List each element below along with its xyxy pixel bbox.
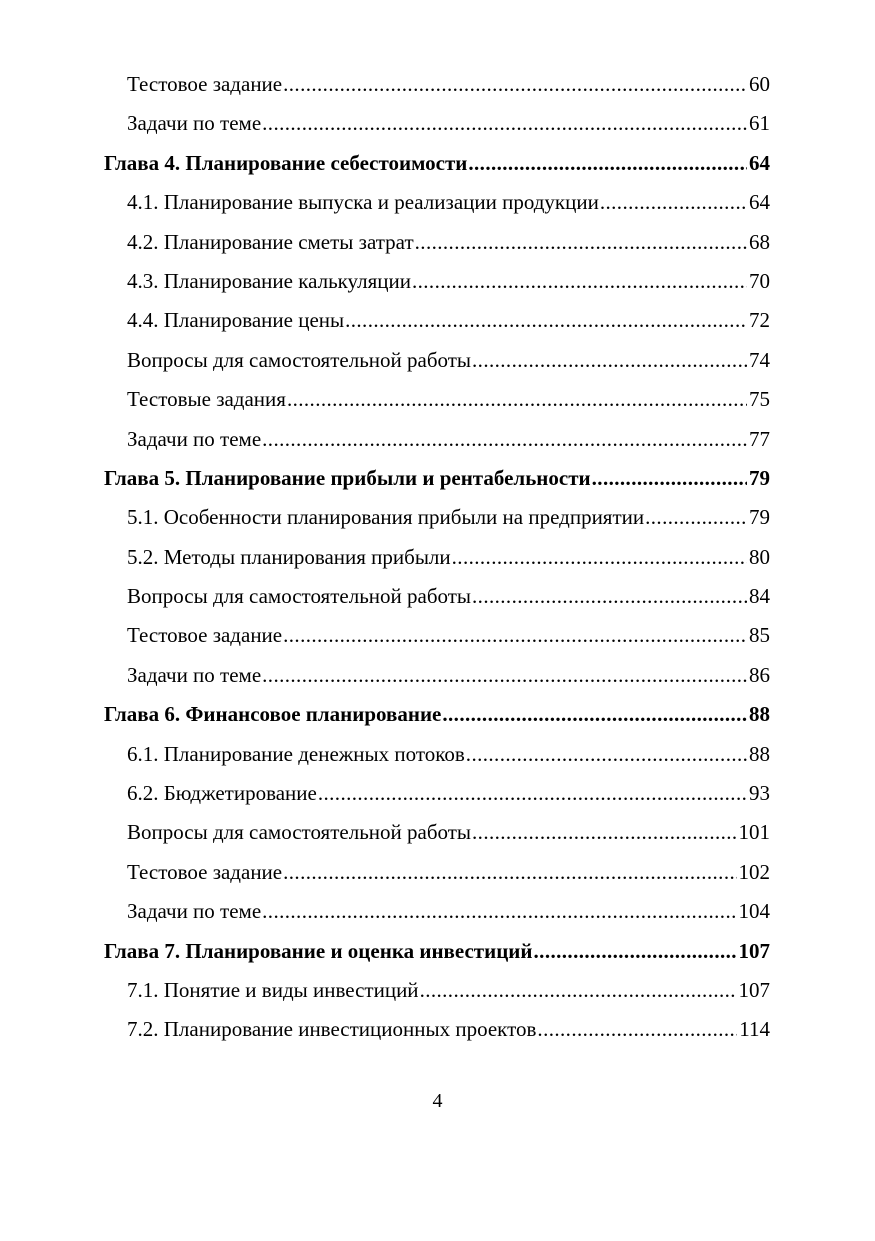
toc-dot-leader <box>420 971 737 1010</box>
toc-entry <box>104 341 770 380</box>
toc-dot-leader <box>472 813 736 852</box>
toc-entry-page: 72 <box>749 308 770 333</box>
toc-entry <box>104 65 770 104</box>
toc-entry <box>104 774 770 813</box>
toc-dot-leader <box>537 1010 737 1049</box>
toc-chapter-title: Глава 7. Планирование и оценка инвестиций <box>104 938 533 963</box>
toc-entry <box>104 616 770 655</box>
toc-entry-page: 104 <box>738 899 770 924</box>
toc-entry <box>104 971 770 1010</box>
toc-entry-page: 85 <box>749 623 770 648</box>
page-number: 4 <box>432 1090 443 1112</box>
toc-dot-leader <box>442 695 747 734</box>
toc-dot-leader <box>466 735 747 774</box>
toc-entry-title: Вопросы для самостоятельной работы <box>127 347 472 372</box>
toc-entry-title: Вопросы для самостоятельной работы <box>127 584 472 609</box>
toc-entry-title: Задачи по теме <box>127 426 262 451</box>
toc-dot-leader <box>283 853 736 892</box>
toc-entry-title: 4.2. Планирование сметы затрат <box>127 229 414 254</box>
toc-chapter-page: 64 <box>749 150 770 175</box>
toc-chapter-title: Глава 6. Финансовое планирование <box>104 702 442 727</box>
toc-entry-page: 101 <box>738 820 770 845</box>
toc-entry-page: 107 <box>738 977 770 1002</box>
toc-entry <box>104 223 770 262</box>
toc-dot-leader <box>262 420 747 459</box>
toc-dot-leader <box>318 774 747 813</box>
toc-entry-page: 88 <box>749 741 770 766</box>
toc-dot-leader <box>262 104 747 143</box>
toc-entry <box>104 262 770 301</box>
toc-dot-leader <box>412 262 747 301</box>
toc-entry <box>104 577 770 616</box>
toc-chapter-page: 79 <box>749 465 770 490</box>
toc-entry-title: 5.2. Методы планирования прибыли <box>127 544 451 569</box>
toc-chapter-title: Глава 4. Планирование себестоимости <box>104 150 468 175</box>
toc-entry-title: Тестовые задания <box>127 387 286 412</box>
toc-dot-leader <box>472 577 747 616</box>
toc-entry-page: 84 <box>749 584 770 609</box>
toc-entry <box>104 498 770 537</box>
toc-entry-title: 7.2. Планирование инвестиционных проектов <box>127 1017 537 1042</box>
toc-dot-leader <box>592 459 747 498</box>
toc-entry-title: Тестовое задание <box>127 623 283 648</box>
toc-chapter-entry <box>104 144 770 183</box>
toc-entry <box>104 104 770 143</box>
toc-chapter-entry <box>104 932 770 971</box>
toc-dot-leader <box>452 538 747 577</box>
toc-entry-page: 74 <box>749 347 770 372</box>
toc-entry-title: 4.3. Планирование калькуляции <box>127 268 411 293</box>
toc-entry <box>104 853 770 892</box>
table-of-contents <box>104 65 770 1050</box>
toc-entry <box>104 420 770 459</box>
toc-entry-title: Задачи по теме <box>127 899 262 924</box>
toc-chapter-entry <box>104 695 770 734</box>
toc-entry-page: 64 <box>749 190 770 215</box>
toc-entry-page: 86 <box>749 662 770 687</box>
toc-dot-leader <box>600 183 747 222</box>
toc-entry-title: 6.2. Бюджетирование <box>127 781 317 806</box>
toc-entry-title: Тестовое задание <box>127 72 283 96</box>
toc-entry-page: 77 <box>749 426 770 451</box>
toc-entry-title: Вопросы для самостоятельной работы <box>127 820 472 845</box>
toc-entry-page: 60 <box>749 72 770 96</box>
toc-entry <box>104 892 770 931</box>
toc-dot-leader <box>468 144 747 183</box>
toc-dot-leader <box>262 892 736 931</box>
toc-entry-title: 4.1. Планирование выпуска и реализации продукции <box>127 190 599 215</box>
toc-entry-title: 7.1. Понятие и виды инвестиций <box>127 977 419 1002</box>
toc-dot-leader <box>283 65 747 104</box>
toc-entry <box>104 183 770 222</box>
toc-entry <box>104 813 770 852</box>
toc-entry-title: Тестовое задание <box>127 859 283 884</box>
toc-entry-page: 68 <box>749 229 770 254</box>
toc-entry-title: 6.1. Планирование денежных потоков <box>127 741 465 766</box>
toc-chapter-title: Глава 5. Планирование прибыли и рентабельности <box>104 465 591 490</box>
toc-entry <box>104 380 770 419</box>
toc-chapter-page: 107 <box>738 938 770 963</box>
toc-chapter-page: 88 <box>749 702 770 727</box>
toc-entry-page: 79 <box>749 505 770 530</box>
toc-dot-leader <box>645 498 747 537</box>
toc-entry-title: 5.1. Особенности планирования прибыли на предприятии <box>127 505 645 530</box>
toc-chapter-entry <box>104 459 770 498</box>
toc-dot-leader <box>472 341 747 380</box>
toc-entry-title: Задачи по теме <box>127 111 262 136</box>
toc-entry-page: 80 <box>749 544 770 569</box>
toc-entry-page: 75 <box>749 387 770 412</box>
toc-entry <box>104 1010 770 1049</box>
toc-entry-page: 61 <box>749 111 770 136</box>
toc-dot-leader <box>534 932 737 971</box>
toc-entry <box>104 301 770 340</box>
toc-entry <box>104 656 770 695</box>
toc-dot-leader <box>283 616 747 655</box>
toc-entry-page: 70 <box>749 268 770 293</box>
toc-entry <box>104 735 770 774</box>
toc-dot-leader <box>262 656 747 695</box>
toc-entry-title: Задачи по теме <box>127 662 262 687</box>
toc-dot-leader <box>287 380 747 419</box>
toc-entry-page: 93 <box>749 781 770 806</box>
toc-entry-page: 114 <box>739 1017 770 1042</box>
toc-entry <box>104 538 770 577</box>
toc-dot-leader <box>415 223 747 262</box>
toc-entry-page: 102 <box>738 859 770 884</box>
toc-dot-leader <box>345 301 747 340</box>
toc-entry-title: 4.4. Планирование цены <box>127 308 345 333</box>
